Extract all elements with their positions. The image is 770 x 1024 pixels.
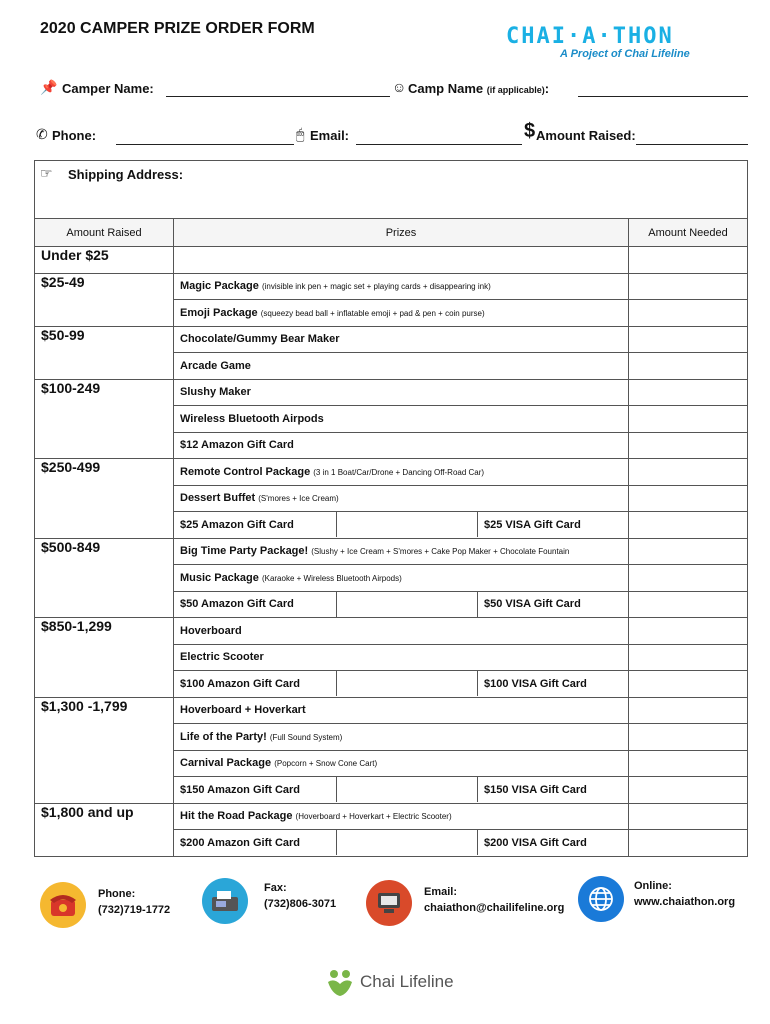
prize-description: (3 in 1 Boat/Car/Drone + Dancing Off-Road Car) xyxy=(313,467,485,477)
prize-label: Music Package xyxy=(180,571,259,584)
amount-needed-cell[interactable] xyxy=(629,300,748,327)
prize-option xyxy=(174,459,629,486)
prize-option xyxy=(174,273,629,300)
gift-card-spacer xyxy=(337,671,478,696)
prize-option xyxy=(174,830,629,857)
visa-gift-card-option: $150 VISA Gift Card xyxy=(484,783,587,796)
prize-option xyxy=(174,671,629,698)
smile-icon: ☺ xyxy=(392,79,407,95)
amount-needed-cell[interactable] xyxy=(629,777,748,804)
prize-option xyxy=(174,300,629,327)
amazon-gift-card-option: $100 Amazon Gift Card xyxy=(174,671,337,696)
header-amount-needed: Amount Needed xyxy=(629,219,748,247)
prize-label: Hit the Road Package xyxy=(180,810,293,823)
footer-online xyxy=(634,878,735,910)
camp-name-field[interactable] xyxy=(578,82,748,97)
prize-label: Big Time Party Package! xyxy=(180,545,309,558)
amount-needed-cell[interactable] xyxy=(629,406,748,433)
prize-option xyxy=(174,591,629,618)
phone-icon: ✆ xyxy=(36,126,48,142)
footer-email-value[interactable]: chaiathon@chailifeline.org xyxy=(424,902,565,914)
prize-label: Hoverboard xyxy=(180,624,242,637)
amount-needed-cell[interactable] xyxy=(629,830,748,857)
prize-label: Magic Package xyxy=(180,280,259,293)
amount-needed-cell[interactable] xyxy=(629,618,748,645)
amount-raised-field[interactable] xyxy=(636,130,748,145)
prize-label: Dessert Buffet xyxy=(180,492,256,505)
amount-needed-cell[interactable] xyxy=(629,273,748,300)
chai-lifeline-brand: Chai Lifeline xyxy=(360,972,454,991)
prize-description: (Popcorn + Snow Cone Cart) xyxy=(274,759,378,769)
prize-label: Emoji Package xyxy=(180,306,258,319)
page-title: 2020 CAMPER PRIZE ORDER FORM xyxy=(40,20,315,37)
table-row xyxy=(35,459,748,486)
prize-label: Life of the Party! xyxy=(180,730,267,743)
table-row xyxy=(35,379,748,406)
prize-description: (squeezy bead ball + inflatable emoji + pad & pen + coin purse) xyxy=(260,308,485,318)
amount-needed-cell[interactable] xyxy=(629,379,748,406)
camper-name-field[interactable] xyxy=(166,82,390,97)
visa-gift-card-option: $50 VISA Gift Card xyxy=(484,598,581,611)
prize-label: Hoverboard + Hoverkart xyxy=(180,704,306,717)
mouse-icon: 🖱 xyxy=(296,126,305,142)
tier-amount: Under $25 xyxy=(35,247,174,274)
prize-label: Carnival Package xyxy=(180,757,272,770)
dollar-sign: $ xyxy=(524,120,536,142)
header-prizes: Prizes xyxy=(174,219,629,247)
prize-description: (Full Sound System) xyxy=(269,732,343,742)
hand-pointing-icon: ☞ xyxy=(40,165,53,181)
amazon-gift-card-option: $25 Amazon Gift Card xyxy=(174,512,337,537)
prize-description: (Slushy + Ice Cream + S'mores + Cake Pop Maker + Chocolate Fountain xyxy=(311,547,570,557)
amount-needed-cell[interactable] xyxy=(629,803,748,830)
prize-table xyxy=(34,218,748,857)
footer-fax-value: (732)806-3071 xyxy=(264,898,337,910)
camper-name-label: Camper Name: xyxy=(62,81,154,96)
prize-option xyxy=(174,803,629,830)
gift-card-spacer xyxy=(337,777,478,802)
email-label: Email: xyxy=(310,128,350,143)
prize-option xyxy=(174,485,629,512)
footer-email-label: Email: xyxy=(424,886,458,898)
tier-amount: $1,300 -1,799 xyxy=(35,697,174,803)
gift-card-spacer xyxy=(337,830,478,855)
prize-description: (invisible ink pen + magic set + playing cards + disappearing ink) xyxy=(261,282,491,292)
table-row xyxy=(35,326,748,353)
table-row xyxy=(35,697,748,724)
prize-option xyxy=(174,512,629,539)
amount-needed-cell[interactable] xyxy=(629,353,748,380)
computer-icon xyxy=(366,880,412,926)
amount-needed-cell[interactable] xyxy=(629,591,748,618)
chaiathon-logo: CHAI·A·THON xyxy=(506,24,674,49)
table-row xyxy=(35,273,748,300)
prize-description: (Hoverboard + Hoverkart + Electric Scooter) xyxy=(295,812,452,822)
amount-needed-cell[interactable] xyxy=(629,724,748,751)
prize-label: Electric Scooter xyxy=(180,651,264,664)
prize-option xyxy=(174,697,629,724)
prize-option xyxy=(174,618,629,645)
phone-field[interactable] xyxy=(116,130,294,145)
amount-needed-cell[interactable] xyxy=(629,485,748,512)
footer-phone xyxy=(98,886,170,918)
prize-label: Slushy Maker xyxy=(180,386,251,399)
fax-icon xyxy=(202,878,248,924)
chaiathon-tagline: A Project of Chai Lifeline xyxy=(560,48,690,60)
amazon-gift-card-option: $50 Amazon Gift Card xyxy=(174,592,337,617)
prize-option xyxy=(174,538,629,565)
amount-needed-cell[interactable] xyxy=(629,644,748,671)
telephone-icon xyxy=(40,882,86,928)
amount-needed-cell[interactable] xyxy=(629,247,748,274)
amount-needed-cell[interactable] xyxy=(629,697,748,724)
email-field[interactable] xyxy=(356,130,522,145)
footer-fax xyxy=(264,880,336,912)
amount-raised-label: Amount Raised: xyxy=(536,128,636,143)
visa-gift-card-option: $25 VISA Gift Card xyxy=(484,518,581,531)
footer-email xyxy=(424,884,564,916)
prize-option xyxy=(174,326,629,353)
footer-online-value[interactable]: www.chaiathon.org xyxy=(634,896,736,908)
amount-needed-cell[interactable] xyxy=(629,459,748,486)
prize-option xyxy=(174,565,629,592)
prize-label: Chocolate/Gummy Bear Maker xyxy=(180,333,340,346)
table-row xyxy=(35,618,748,645)
phone-label: Phone: xyxy=(52,128,97,143)
prize-option xyxy=(174,750,629,777)
prize-label: Remote Control Package xyxy=(180,465,311,478)
amount-needed-cell[interactable] xyxy=(629,538,748,565)
footer-online-label: Online: xyxy=(634,880,672,892)
footer-phone-label: Phone: xyxy=(98,888,136,900)
prize-description: (S'mores + Ice Cream) xyxy=(258,494,339,504)
table-row xyxy=(35,247,748,274)
prize-option xyxy=(174,432,629,459)
tier-amount: $1,800 and up xyxy=(35,803,174,856)
amount-needed-cell[interactable] xyxy=(629,432,748,459)
prize-option xyxy=(174,379,629,406)
visa-gift-card-option: $100 VISA Gift Card xyxy=(484,677,587,690)
amount-needed-cell[interactable] xyxy=(629,671,748,698)
footer-phone-value: (732)719-1772 xyxy=(98,904,171,916)
header-amount-raised: Amount Raised xyxy=(35,219,174,247)
prize-option xyxy=(174,247,629,274)
amazon-gift-card-option: $200 Amazon Gift Card xyxy=(174,830,337,855)
prize-option xyxy=(174,644,629,671)
prize-option xyxy=(174,724,629,751)
prize-label: Wireless Bluetooth Airpods xyxy=(180,412,324,425)
prize-description: (Karaoke + Wireless Bluetooth Airpods) xyxy=(261,573,402,583)
amount-needed-cell[interactable] xyxy=(629,750,748,777)
gift-card-spacer xyxy=(337,592,478,617)
amount-needed-cell[interactable] xyxy=(629,512,748,539)
table-row xyxy=(35,538,748,565)
gift-card-spacer xyxy=(337,512,478,537)
amount-needed-cell[interactable] xyxy=(629,565,748,592)
shipping-address-label: Shipping Address: xyxy=(68,167,184,182)
prize-label: Arcade Game xyxy=(180,359,251,372)
chai-lifeline-logo xyxy=(324,966,356,1003)
amount-needed-cell[interactable] xyxy=(629,326,748,353)
camp-name-label: Camp Name (if applicable): xyxy=(408,81,550,96)
prize-option xyxy=(174,777,629,804)
amazon-gift-card-option: $150 Amazon Gift Card xyxy=(174,777,337,802)
tier-amount: $50-99 xyxy=(35,326,174,379)
tier-amount: $500-849 xyxy=(35,538,174,618)
tier-amount: $25-49 xyxy=(35,273,174,326)
visa-gift-card-option: $200 VISA Gift Card xyxy=(484,836,587,849)
pin-icon: 📌 xyxy=(40,79,58,95)
globe-icon xyxy=(578,876,624,922)
prize-label: $12 Amazon Gift Card xyxy=(180,439,294,452)
tier-amount: $850-1,299 xyxy=(35,618,174,698)
tier-amount: $100-249 xyxy=(35,379,174,459)
table-row xyxy=(35,803,748,830)
footer-fax-label: Fax: xyxy=(264,882,287,894)
tier-amount: $250-499 xyxy=(35,459,174,539)
prize-option xyxy=(174,406,629,433)
prize-option xyxy=(174,353,629,380)
